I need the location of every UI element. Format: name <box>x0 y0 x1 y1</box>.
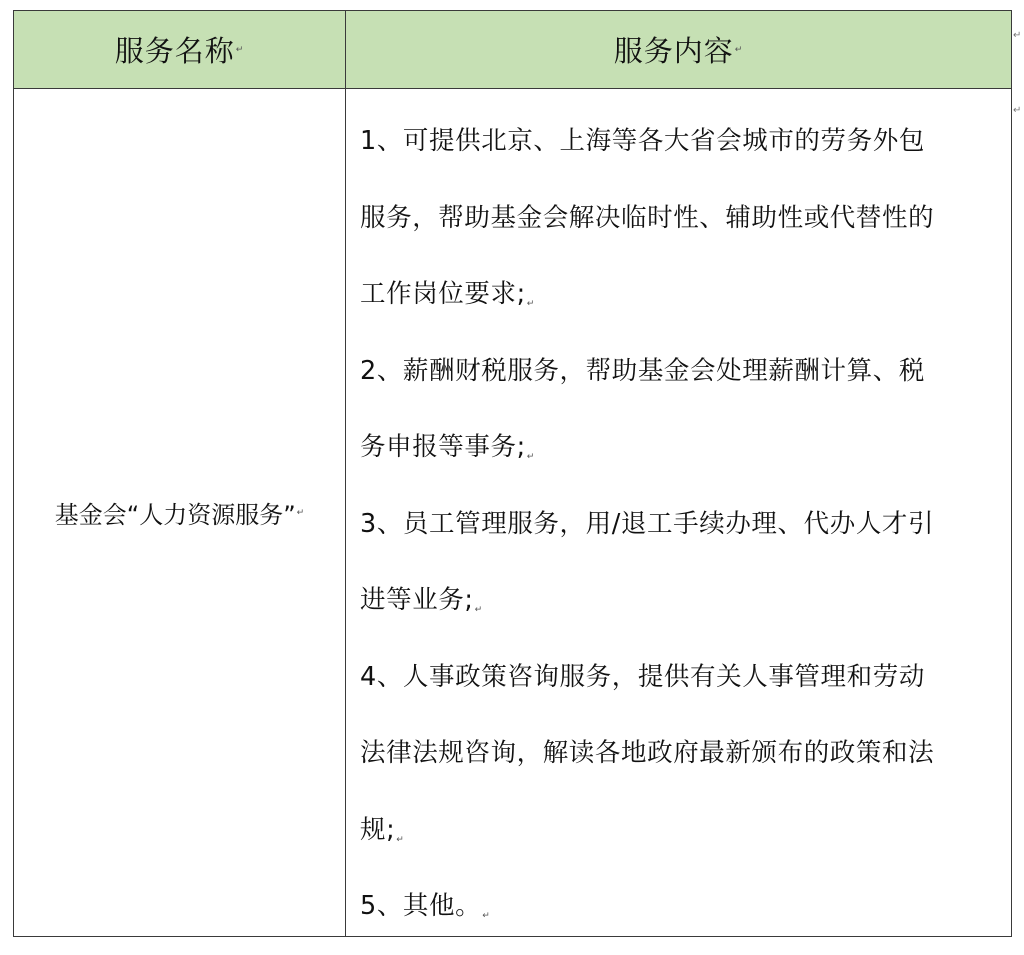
paragraph-mark-icon: ↵ <box>296 507 305 518</box>
content-line: 规;↵ <box>360 814 405 845</box>
service-name-text: 基金会“人力资源服务” <box>54 501 296 529</box>
content-line: 2、薪酬财税服务，帮助基金会处理薪酬计算、税 <box>360 355 925 386</box>
paragraph-mark-icon: ↵ <box>526 452 535 462</box>
end-of-row-mark-icon: ↵ <box>1013 105 1022 116</box>
end-of-row-mark-icon: ↵ <box>1013 30 1022 41</box>
content-line: 进等业务;↵ <box>360 585 483 615</box>
content-line: 法律法规咨询，解读各地政府最新颁布的政策和法 <box>360 738 935 768</box>
paragraph-mark-icon: ↵ <box>482 911 491 921</box>
paragraph-mark-icon: ↵ <box>734 44 744 55</box>
header-service-name-label: 服务名称 <box>114 34 235 68</box>
content-line: 5、其他。↵ <box>360 891 491 921</box>
content-line: 服务，帮助基金会解决临时性、辅助性或代替性的 <box>360 202 935 233</box>
content-line: 1、可提供北京、上海等各大省会城市的劳务外包 <box>360 126 925 156</box>
content-line: 3、员工管理服务，用/退工手续办理、代办人才引 <box>360 508 935 539</box>
paragraph-mark-icon: ↵ <box>235 44 245 55</box>
header-cell-service-content <box>346 11 1011 88</box>
paragraph-mark-icon: ↵ <box>474 605 483 615</box>
table-header-row <box>14 11 1011 89</box>
paragraph-mark-icon: ↵ <box>396 834 405 845</box>
content-line: 务申报等事务;↵ <box>360 432 535 462</box>
service-content-cell <box>360 103 1005 945</box>
header-service-content-label: 服务内容 <box>613 34 734 68</box>
column-divider <box>345 11 346 936</box>
paragraph-mark-icon: ↵ <box>526 299 535 309</box>
header-cell-service-name <box>14 11 345 88</box>
content-line: 工作岗位要求;↵ <box>360 279 535 309</box>
service-name-cell <box>14 89 345 936</box>
content-line: 4、人事政策咨询服务，提供有关人事管理和劳动 <box>360 661 925 692</box>
service-table <box>13 10 1012 937</box>
